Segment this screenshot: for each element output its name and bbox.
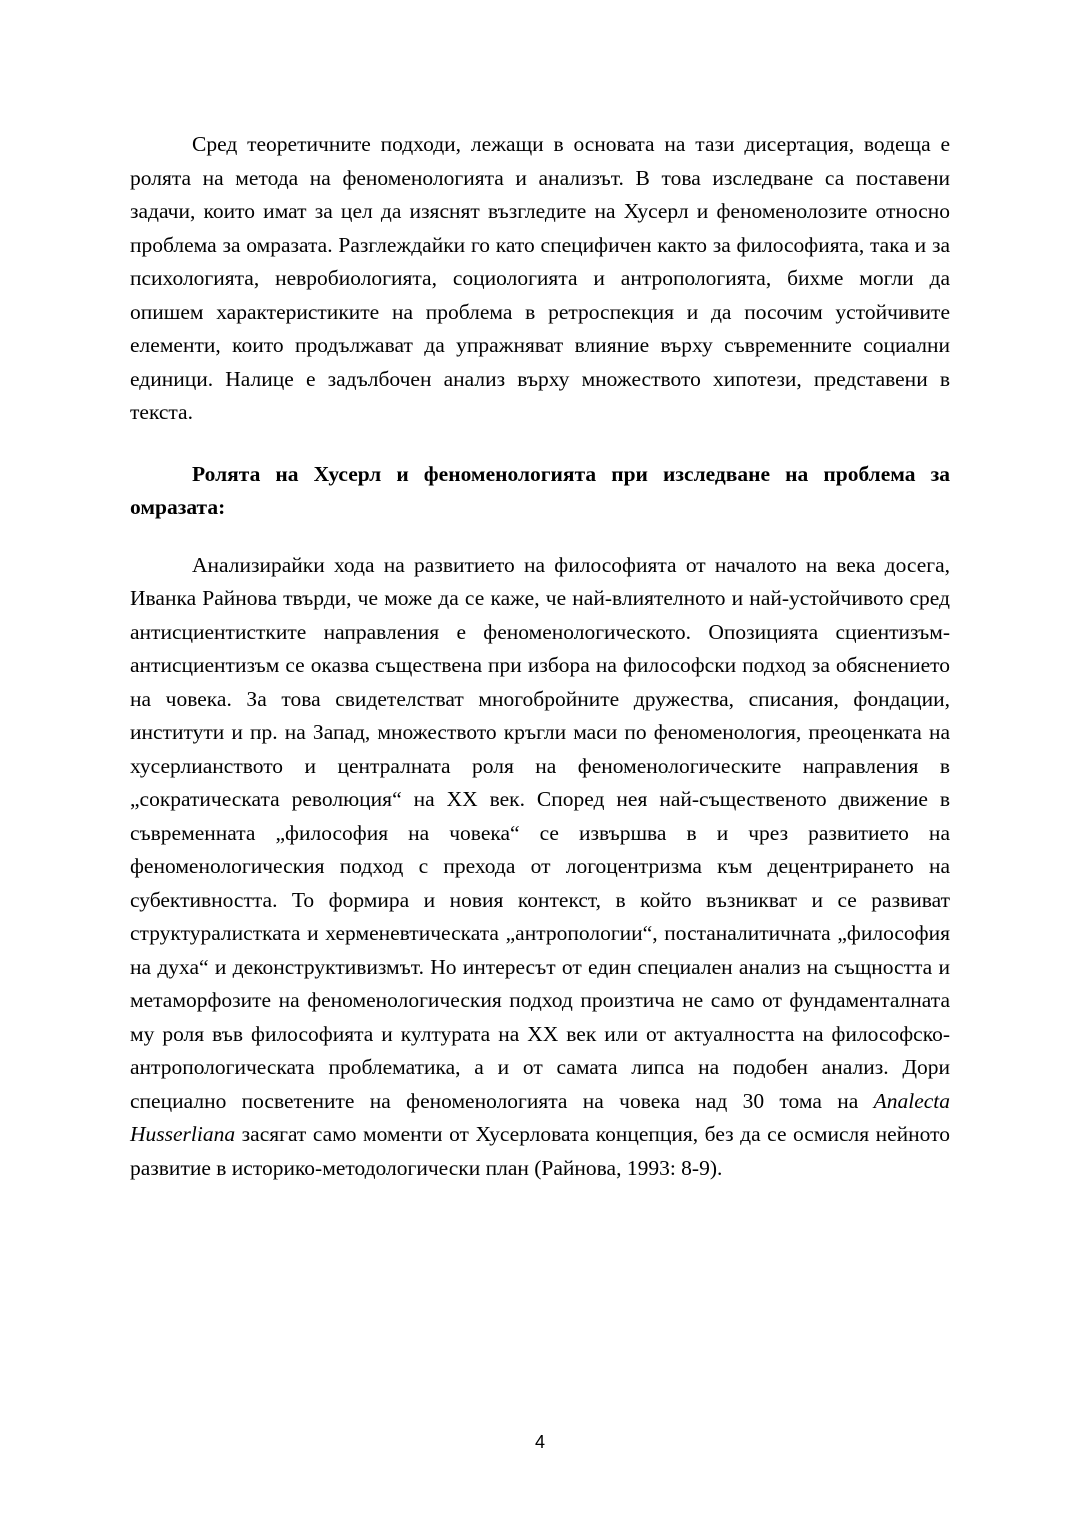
paragraph-analysis-text-2: засягат само моменти от Хусерловата концепция, без да се осмисля нейното развитие в историко-методологически план (Райнова, 1993: 8-9). — [130, 1122, 951, 1180]
page-number: 4 — [534, 1432, 545, 1452]
document-body — [130, 128, 950, 1185]
paragraph-intro: Сред теоретичните подходи, лежащи в основата на тази дисертация, водеща е ролята на метода на феноменологията и анализът. В това изследване са поставени задачи, които имат за цел да изяснят възгледите на Хусерл и феноменолозите относно проблема за омразата. Разглеждайки го като специфичен както за философията, така и за психологията, невробиологията, социологията и антропологията, бихме могли да опишем характеристиките на проблема в ретроспекция и да посочим устойчивите елементи, които продължават да упражняват влияние върху съвременните социални единици. Налице е задълбочен анализ върху множеството хипотези, представени в текста. — [130, 132, 950, 424]
paragraph-analysis — [130, 549, 950, 1186]
paragraph-analysis-text-1: Анализирайки хода на развитието на философията от началото на века досега, Иванка Райнова твърди, че може да се каже, че най-влиятелното и най-устойчивото сред антисциентистките направления е феноменологическото. Опозицията сциентизъм-антисциентизъм се оказва съществена при избора на философски подход за обяснението на човека. За това свидетелстват многобройните дружества, списания, фондации, институти и пр. на Запад, множеството кръгли маси по феноменология, преоценката на хусерлианството и централната роля на феноменологическите направления в „сократическата революция“ на XX век. Според нея най-същественото движение в съвременната „философия на човека“ се извършва в и чрез развитието на феноменологическия подход с прехода от логоцентризма към децентрирането на субективността. То формира и новия контекст, в който възникват и се развиват структуралистката и херменевтическата „антропологии“, постаналитичната „философия на духа“ и деконструктивизмът. Но интересът от един специален анализ на същността и метаморфозите на феноменологическия подход произтича не само от фундаменталната му роля във философията и културата на XX век или от актуалността на философско-антропологическата проблематика, а и от самата липса на подобен анализ. Дори специално посветените на феноменологията на човека над 30 тома на — [130, 552, 950, 1113]
section-heading: Ролята на Хусерл и феноменологията при изследване на проблема за омразата: — [130, 461, 950, 519]
italic-title-analecta: Analecta Husserliana — [130, 1088, 951, 1146]
